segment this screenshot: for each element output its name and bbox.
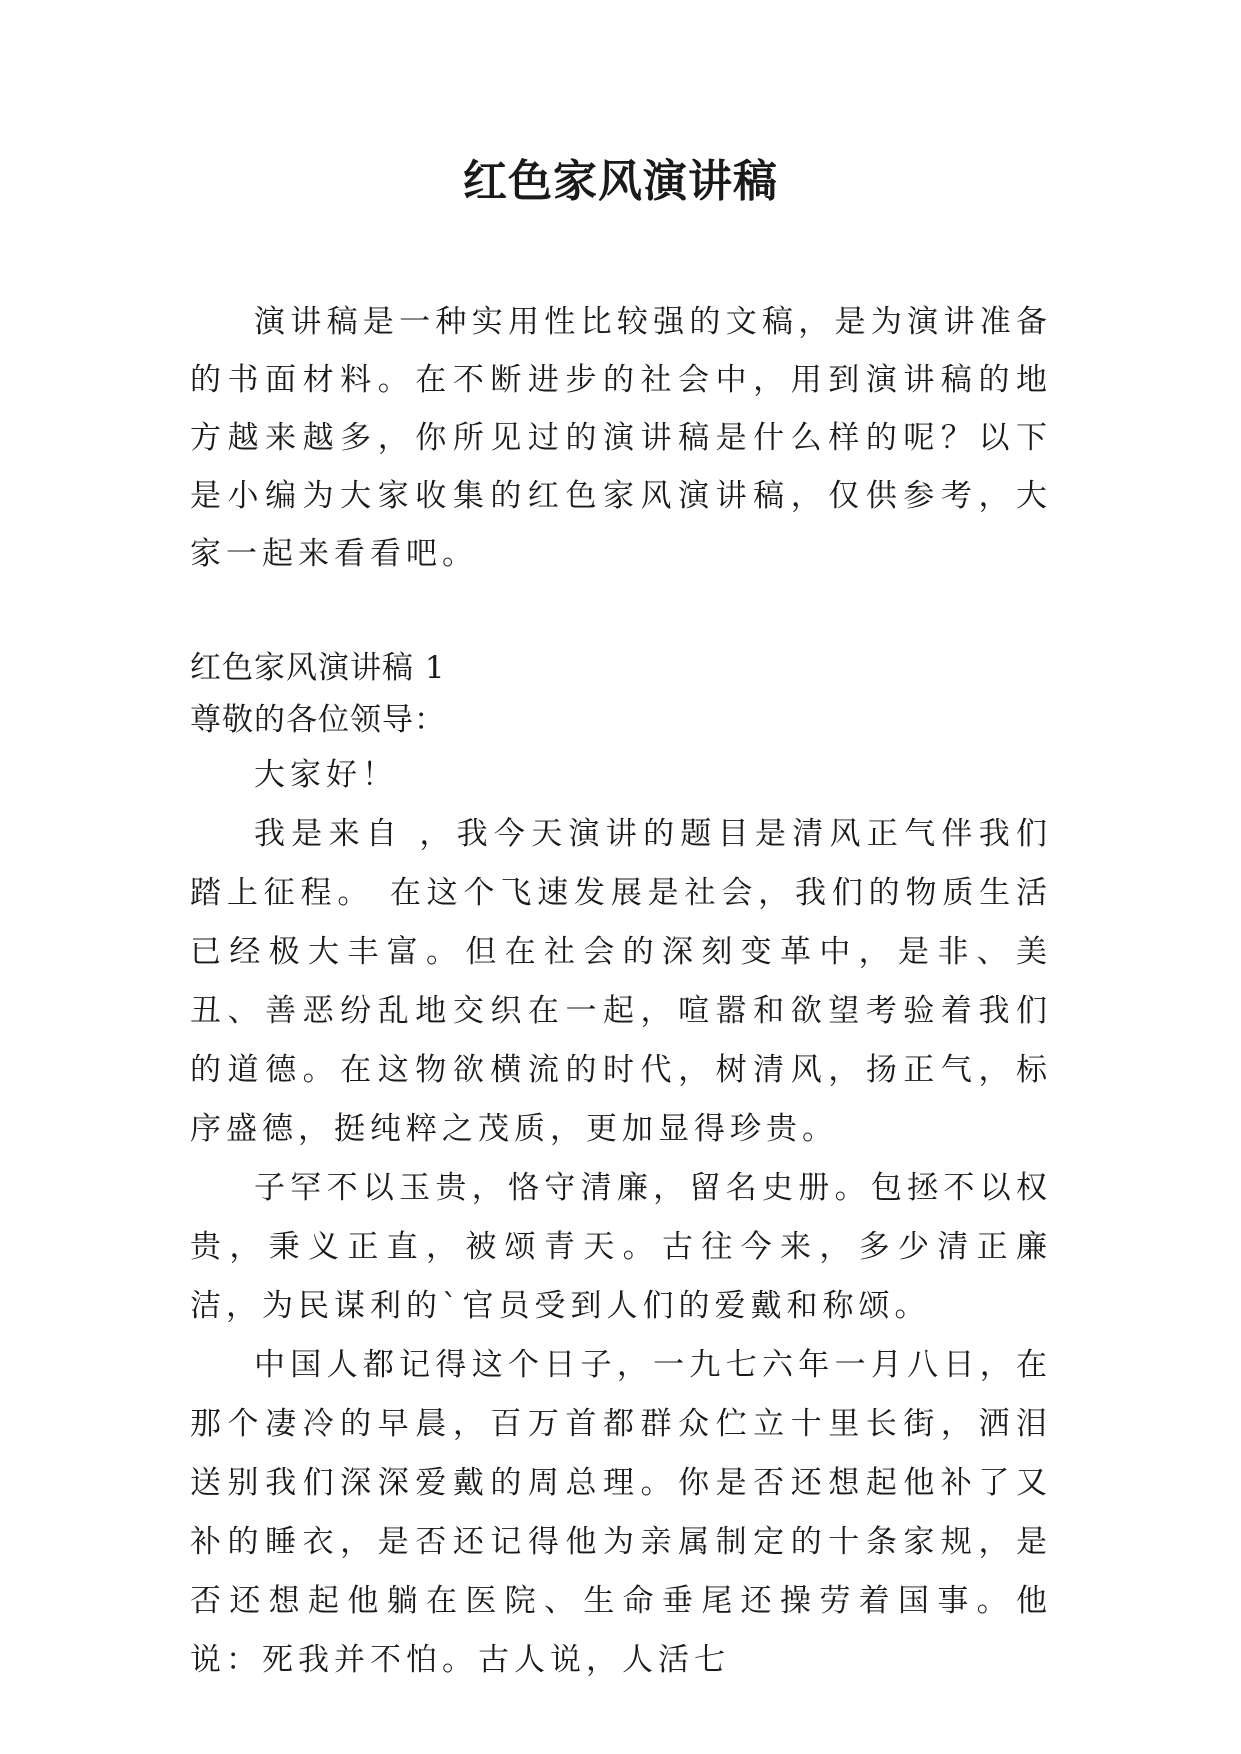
greeting: 大家好！ <box>254 757 398 793</box>
body-paragraph: 子罕不以玉贵，恪守清廉，留名史册。包拯不以权贵，秉义正直，被颂青天。古往今来，多少清正廉洁，为民谋利的`官员受到人们的爱戴和称颂。 <box>190 1170 1052 1324</box>
section-heading: 红色家风演讲稿 1 <box>190 650 446 686</box>
intro-paragraph: 演讲稿是一种实用性比较强的文稿，是为演讲准备的书面材料。在不断进步的社会中，用到演讲稿的地方越来越多，你所见过的演讲稿是什么样的呢？以下是小编为大家收集的红色家风演讲稿，仅供参考，大家一起来看看吧。 <box>190 304 1052 572</box>
body-paragraph: 中国人都记得这个日子，一九七六年一月八日，在那个凄冷的早晨，百万首都群众伫立十里长街，洒泪送别我们深深爱戴的周总理。你是否还想起他补了又补的睡衣，是否还记得他为亲属制定的十条家规，是否还想起他躺在医院、生命垂尾还操劳着国事。他说：死我并不怕。古人说，人活七 <box>190 1347 1052 1678</box>
body-paragraph: 我是来自 ，我今天演讲的题目是清风正气伴我们踏上征程。 在这个飞速发展是社会，我们的物质生活已经极大丰富。但在社会的深刻变革中，是非、美丑、善恶纷乱地交织在一起，喧嚣和欲望考验着我们的道德。在这物欲横流的时代，树清风，扬正气，标序盛德，挺纯粹之茂质，更加显得珍贵。 <box>190 816 1052 1147</box>
document-title: 红色家风演讲稿 <box>463 156 778 207</box>
salutation: 尊敬的各位领导： <box>190 702 446 738</box>
document-body <box>190 293 1052 1690</box>
